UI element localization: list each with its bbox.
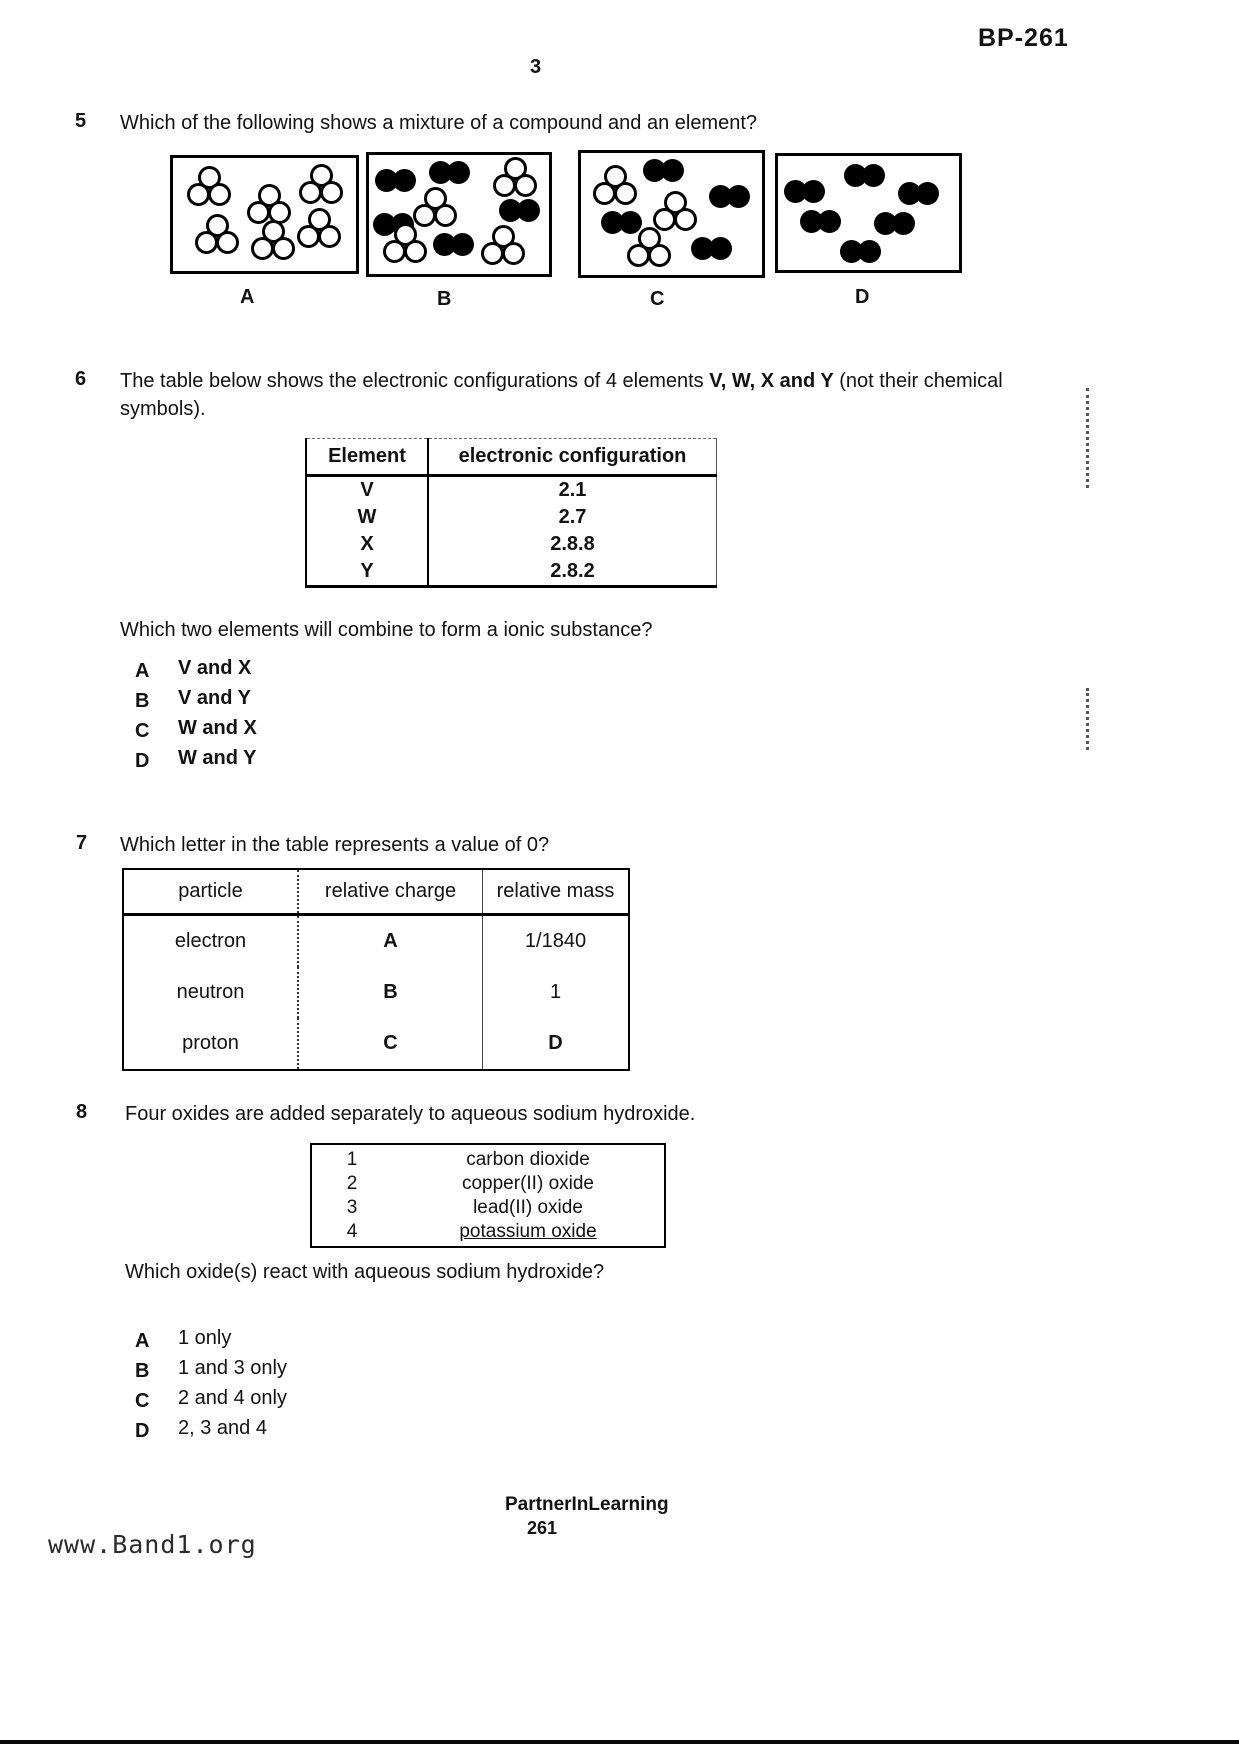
diagram-label-a: A: [240, 286, 255, 308]
question-6-sub-text: Which two elements will combine to form a ionic substance?: [120, 619, 653, 641]
atom-circle: [892, 212, 915, 235]
atom-circle: [493, 174, 516, 197]
q8-row2-num: 2: [346, 1173, 358, 1194]
diatomic-molecule: [643, 159, 685, 182]
atom-circle: [195, 231, 218, 254]
diagram-label-b: B: [437, 288, 452, 310]
q6-row1-element: V: [306, 476, 428, 505]
footer-site-url: www.Band1.org: [48, 1530, 257, 1559]
q8-option-b-text: 1 and 3 only: [178, 1357, 287, 1379]
diatomic-molecule: [840, 240, 882, 263]
table-row: [306, 531, 717, 558]
q6-option-b-text: V and Y: [178, 687, 251, 709]
diagram-box-b: [366, 152, 552, 277]
question-6-text: [120, 367, 1025, 423]
q7-particle-table: [122, 868, 630, 1071]
q7-row2-particle: neutron: [123, 967, 298, 1018]
q7-row2-charge: B: [298, 967, 483, 1018]
question-8-sub-text: Which oxide(s) react with aqueous sodium hydroxide?: [125, 1261, 605, 1283]
triatomic-molecule: [593, 165, 639, 207]
q7-row2-mass: 1: [549, 981, 562, 1003]
q6-option-a-letter: A: [135, 660, 150, 682]
q8-option-d-text: 2, 3 and 4: [178, 1417, 267, 1439]
diagram-box-c: [578, 150, 765, 278]
q8-oxide-table: [310, 1143, 666, 1248]
atom-circle: [208, 183, 231, 206]
q7-row3-particle: proton: [123, 1018, 298, 1070]
diagram-box-a: [170, 155, 359, 274]
atom-circle: [916, 182, 939, 205]
q7-row1-mass: 1/1840: [524, 930, 587, 952]
question-6-number: 6: [75, 368, 87, 390]
question-8-number: 8: [76, 1101, 88, 1123]
q6-row4-element: Y: [306, 558, 428, 587]
triatomic-molecule: [627, 227, 673, 269]
atom-circle: [299, 181, 322, 204]
diatomic-molecule: [800, 210, 842, 233]
diatomic-molecule: [433, 233, 475, 256]
diatomic-molecule: [874, 212, 916, 235]
diatomic-molecule: [429, 161, 471, 184]
q8-option-c-text: 2 and 4 only: [178, 1387, 287, 1409]
q6-option-b-letter: B: [135, 690, 150, 712]
diatomic-molecule: [499, 199, 541, 222]
q8-row1-name: carbon dioxide: [466, 1149, 590, 1170]
atom-circle: [320, 181, 343, 204]
diatomic-molecule: [844, 164, 886, 187]
atom-circle: [802, 180, 825, 203]
table-row: [123, 915, 629, 968]
q6-config-table: [305, 438, 717, 588]
q8-row2-name: copper(II) oxide: [461, 1173, 594, 1194]
q6-option-d-text: W and Y: [178, 747, 257, 769]
page-number: 3: [530, 56, 542, 78]
q6-row2-config: 2.7: [558, 506, 587, 528]
atom-circle: [318, 225, 341, 248]
paper-code: BP-261: [978, 24, 1069, 52]
atom-circle: [383, 240, 406, 263]
triatomic-molecule: [299, 164, 345, 206]
table-row: [306, 558, 717, 587]
atom-circle: [434, 204, 457, 227]
scan-artifact-dotted-line: [1086, 388, 1089, 488]
q6-row4-config: 2.8.2: [550, 560, 595, 582]
q6-option-c-text: W and X: [178, 717, 257, 739]
diatomic-molecule: [375, 169, 417, 192]
q8-row4-name: potassium oxide: [459, 1221, 597, 1242]
question-6-text-part2: (not their chemical symbols).: [120, 370, 1003, 420]
atom-circle: [648, 244, 671, 267]
q8-row4-num: 4: [346, 1221, 358, 1242]
diagram-label-d: D: [855, 286, 870, 308]
q6-table-header-element: Element: [306, 439, 428, 476]
atom-circle: [297, 225, 320, 248]
atom-circle: [709, 237, 732, 260]
scan-artifact-dotted-line: [1086, 688, 1089, 750]
footer-page-ref: 261: [527, 1518, 558, 1538]
triatomic-molecule: [297, 208, 343, 250]
triatomic-molecule: [481, 225, 527, 267]
q8-row1-num: 1: [346, 1149, 358, 1170]
diatomic-molecule: [709, 185, 751, 208]
diatomic-molecule: [691, 237, 733, 260]
q8-option-a-letter: A: [135, 1330, 150, 1352]
q6-row2-element: W: [306, 504, 428, 531]
q6-row3-config: 2.8.8: [550, 533, 595, 555]
atom-circle: [451, 233, 474, 256]
q7-header-charge: relative charge: [298, 869, 483, 915]
triatomic-molecule: [187, 166, 233, 208]
atom-circle: [187, 183, 210, 206]
question-5-number: 5: [75, 110, 87, 132]
table-row: [312, 1172, 664, 1196]
q7-row1-particle: electron: [123, 915, 298, 968]
question-6-text-part1: The table below shows the electronic configurations of 4 elements: [120, 370, 710, 392]
q6-option-c-letter: C: [135, 720, 150, 742]
question-7-number: 7: [76, 832, 88, 854]
q6-option-d-letter: D: [135, 750, 150, 772]
table-row: [306, 476, 717, 505]
atom-circle: [661, 159, 684, 182]
atom-circle: [593, 182, 616, 205]
atom-circle: [502, 242, 525, 265]
q7-header-mass: relative mass: [483, 869, 630, 915]
q7-row3-charge: C: [298, 1018, 483, 1070]
atom-circle: [862, 164, 885, 187]
table-row: [123, 967, 629, 1018]
atom-circle: [727, 185, 750, 208]
q6-row1-config: 2.1: [558, 479, 587, 501]
table-row: [312, 1220, 664, 1244]
question-5-text: Which of the following shows a mixture of a compound and an element?: [120, 112, 758, 134]
q8-option-d-letter: D: [135, 1420, 150, 1442]
diatomic-molecule: [898, 182, 940, 205]
table-row: [123, 1018, 629, 1070]
diatomic-molecule: [784, 180, 826, 203]
question-8-text: Four oxides are added separately to aqueous sodium hydroxide.: [125, 1103, 696, 1125]
atom-circle: [818, 210, 841, 233]
atom-circle: [674, 208, 697, 231]
atom-circle: [272, 237, 295, 260]
triatomic-molecule: [493, 157, 539, 199]
q6-table-header-config: electronic configuration: [428, 439, 717, 476]
atom-circle: [251, 237, 274, 260]
diagram-box-d: [775, 153, 962, 273]
q8-row3-name: lead(II) oxide: [473, 1197, 583, 1218]
q8-option-b-letter: B: [135, 1360, 150, 1382]
atom-circle: [514, 174, 537, 197]
q7-row1-charge: A: [298, 915, 483, 968]
atom-circle: [614, 182, 637, 205]
bottom-scan-line: [0, 1740, 1239, 1744]
table-row: [312, 1196, 664, 1220]
footer-brand: PartnerInLearning: [505, 1494, 669, 1515]
q8-option-a-text: 1 only: [178, 1327, 232, 1349]
atom-circle: [858, 240, 881, 263]
diagram-label-c: C: [650, 288, 665, 310]
triatomic-molecule: [251, 220, 297, 262]
q8-option-c-letter: C: [135, 1390, 150, 1412]
table-row: [306, 504, 717, 531]
q8-row3-num: 3: [346, 1197, 358, 1218]
table-row: [312, 1148, 664, 1172]
atom-circle: [481, 242, 504, 265]
triatomic-molecule: [383, 223, 429, 265]
q7-row3-mass: D: [548, 1032, 563, 1054]
question-6-text-elements: V, W, X and Y: [709, 370, 834, 392]
atom-circle: [627, 244, 650, 267]
atom-circle: [517, 199, 540, 222]
q6-row3-element: X: [306, 531, 428, 558]
question-7-text: Which letter in the table represents a value of 0?: [120, 834, 550, 856]
q6-option-a-text: V and X: [178, 657, 252, 679]
triatomic-molecule: [195, 214, 241, 256]
atom-circle: [404, 240, 427, 263]
atom-circle: [447, 161, 470, 184]
q7-header-particle: particle: [123, 869, 298, 915]
atom-circle: [216, 231, 239, 254]
